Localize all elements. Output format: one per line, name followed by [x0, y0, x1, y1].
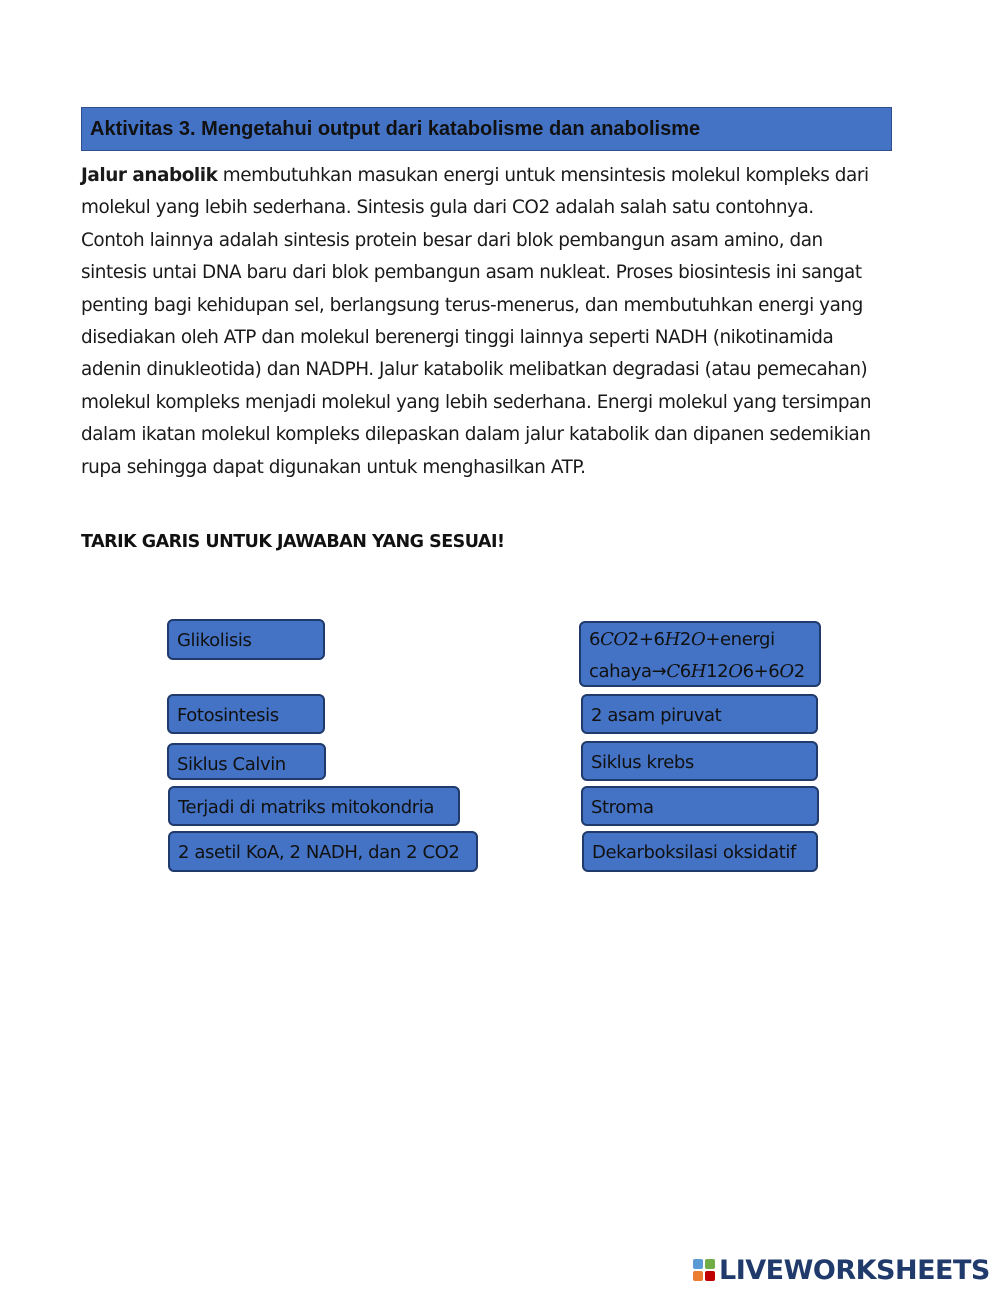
right-card-asam-piruvat[interactable]	[581, 694, 818, 734]
logo-square-2	[705, 1259, 715, 1269]
logo-square-1	[693, 1259, 703, 1269]
left-card-fotosintesis[interactable]	[167, 694, 325, 734]
right-card-photosynthesis-equation[interactable]	[579, 621, 821, 687]
equation-line-2: cahaya→C6H12O6+6O2	[589, 661, 805, 682]
logo-square-4	[705, 1271, 715, 1281]
equation-line-1: 6CO2+6H2O+energi	[589, 629, 775, 650]
liveworksheets-logo-icon	[693, 1259, 715, 1281]
logo-square-3	[693, 1271, 703, 1281]
right-card-label: Dekarboksilasi oksidatif	[592, 842, 796, 863]
activity-title: Aktivitas 3. Mengetahui output dari katabolisme dan anabolisme	[81, 107, 892, 151]
right-card-stroma[interactable]	[581, 786, 819, 826]
left-card-siklus-calvin[interactable]	[167, 743, 326, 780]
right-card-dekarboksilasi[interactable]	[582, 831, 818, 872]
left-card-label: Fotosintesis	[177, 705, 279, 726]
intro-bold-lead: Jalur anabolik	[81, 165, 218, 186]
left-card-label: Siklus Calvin	[177, 754, 286, 775]
right-card-siklus-krebs[interactable]	[581, 741, 818, 781]
liveworksheets-logo-text: LIVEWORKSHEETS	[719, 1254, 990, 1286]
right-card-label: Siklus krebs	[591, 752, 694, 773]
intro-paragraph	[81, 160, 881, 484]
intro-text: membutuhkan masukan energi untuk mensintesis molekul kompleks dari molekul yang lebih sederhana. Sintesis gula dari CO2 adalah salah satu contohnya. Contoh lainnya adalah sintesis protein besar dari blok pembangun asam amino, dan sintesis untai DNA baru dari blok pembangun asam nukleat. Proses biosintesis ini sangat penting bagi kehidupan sel, berlangsung terus-menerus, dan membutuhkan energi yang disediakan oleh ATP dan molekul berenergi tinggi lainnya seperti NADH (nikotinamida adenin dinukleotida) dan NADPH. Jalur katabolik melibatkan degradasi (atau pemecahan) molekul kompleks menjadi molekul yang lebih sederhana. Energi molekul yang tersimpan dalam ikatan molekul kompleks dilepaskan dalam jalur katabolik dan dipanen sedemikian rupa sehingga dapat digunakan untuk menghasilkan ATP.	[81, 165, 872, 478]
right-card-label: Stroma	[591, 797, 654, 818]
left-card-matriks-mitokondria[interactable]	[168, 786, 460, 826]
left-card-label: Terjadi di matriks mitokondria	[178, 797, 434, 818]
left-card-asetil-koa[interactable]	[168, 831, 478, 872]
left-card-label: 2 asetil KoA, 2 NADH, dan 2 CO2	[178, 842, 460, 863]
instruction-text: TARIK GARIS UNTUK JAWABAN YANG SESUAI!	[81, 532, 505, 552]
liveworksheets-logo	[693, 1254, 990, 1286]
right-card-label: 2 asam piruvat	[591, 705, 722, 726]
left-card-glikolisis[interactable]	[167, 619, 325, 660]
left-card-label: Glikolisis	[177, 630, 252, 651]
